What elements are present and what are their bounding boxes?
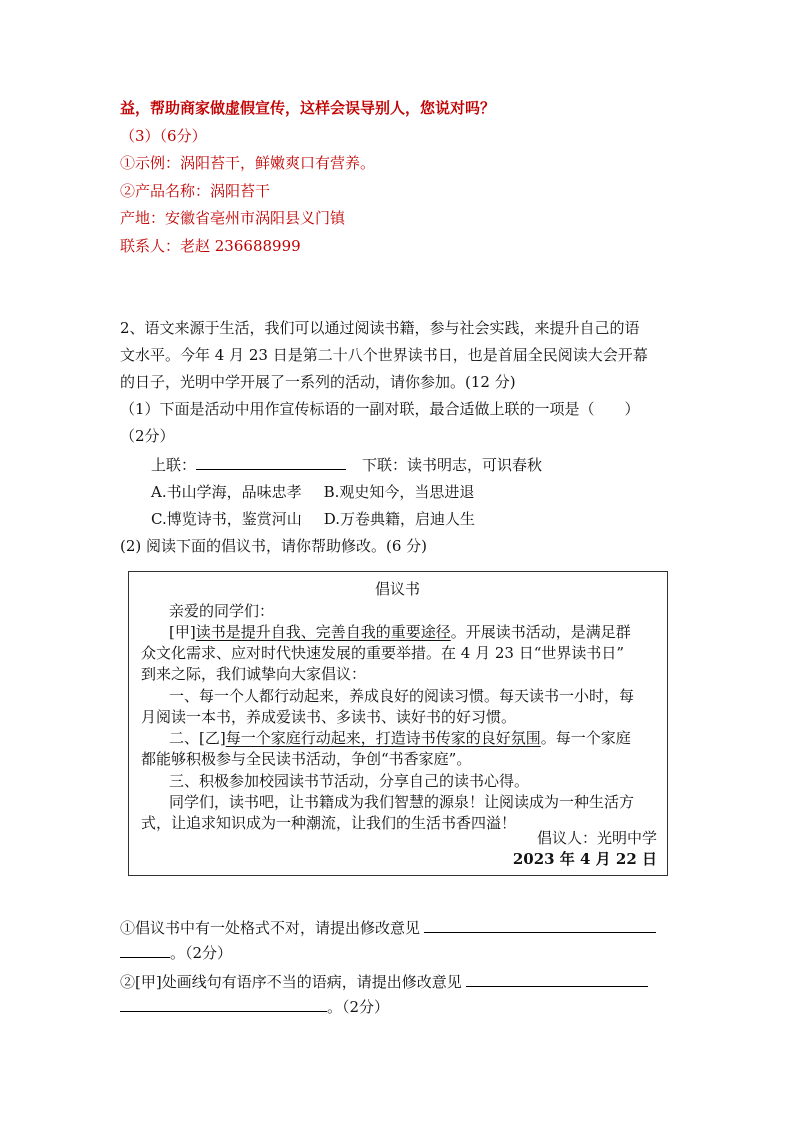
couplet-row [151,455,542,475]
question-1-row-2 [120,943,232,963]
proposal-letter-box [128,571,668,876]
question-2-tail: 。（2分） [327,998,390,1016]
question-1-row [120,918,656,938]
question-2-row [120,972,648,992]
q2-sub1-line-1: （1）下面是活动中用作宣传标语的一副对联，最合适做上联的一项是（ ） [120,400,640,418]
letter-paragraph-5-line-2: 式，让追求知识成为一种潮流，让我们的生活书香四溢！ [141,814,517,832]
question-1-blank[interactable] [424,918,656,933]
answer-part-3: （3）（6分） [120,127,207,145]
letter-paragraph-1-line-1 [169,622,631,642]
p1-rest: 。开展读书活动，是满足群 [450,623,631,641]
letter-paragraph-1-line-2: 众文化需求、应对时代快速发展的重要举措。在 4 月 23 日“世界读书日” [141,644,625,662]
answer-example: ①示例：涡阳苔干，鲜嫩爽口有营养。 [120,154,376,172]
jia-underlined-sentence: 读书是提升自我、完善自我的重要途径 [195,623,451,641]
upper-couplet-label: 上联： [151,456,197,474]
letter-paragraph-1-line-3: 到来之际，我们诚挚向大家倡议： [141,665,367,683]
option-b: B.观史知今，当思进退 [323,483,475,501]
question-2-blank[interactable] [466,972,648,987]
upper-couplet-blank[interactable] [196,455,346,470]
question-1-text: ①倡议书中有一处格式不对，请提出修改意见 [120,919,421,937]
options-row-2 [151,509,475,529]
letter-title: 倡议书 [375,580,421,598]
q2-sub2: (2) 阅读下面的倡议书，请你帮助修改。(6 分) [120,537,428,555]
question-1-tail: 。（2分） [170,944,233,962]
letter-paragraph-5-line-1: 同学们，读书吧，让书籍成为我们智慧的源泉！让阅读成为一种生活方 [169,793,635,811]
letter-paragraph-4: 三、积极参加校园读书节活动，分享自己的读书心得。 [169,772,530,790]
letter-paragraph-3-line-2: 都能够积极参与全民读书活动，争创“书香家庭”。 [141,750,472,768]
letter-paragraph-2-line-2: 月阅读一本书，养成爱读书、多读书、读好书的好习惯。 [141,708,517,726]
letter-signer: 倡议人：光明中学 [536,829,657,847]
question-2-blank-cont[interactable] [120,997,327,1012]
question-1-blank-cont[interactable] [120,943,170,958]
q2-intro-line-1: 2、语文来源于生活，我们可以通过阅读书籍，参与社会实践，来提升自己的语 [120,319,640,337]
yi-underlined-sentence: 每一个家庭行动起来，打造诗书传家的良好氛围 [225,729,541,747]
answer-origin: 产地：安徽省亳州市涡阳县义门镇 [120,209,346,227]
question-2-text: ②[甲]处画线句有语序不当的语病，请提出修改意见 [120,973,462,991]
letter-paragraph-3-line-1 [169,728,631,748]
letter-paragraph-2-line-1: 一、每一个人都行动起来，养成良好的阅读习惯。每天读书一小时，每 [169,687,635,705]
answer-line-1: 益，帮助商家做虚假宣传，这样会误导别人，您说对吗？ [120,99,496,117]
options-row-1 [151,482,474,502]
q2-intro-line-3: 的日子，光明中学开展了一系列的活动，请你参加。(12 分) [120,373,516,391]
lower-couplet: 下联：读书明志，可识春秋 [362,456,543,474]
q2-sub1-line-2: （2分） [120,427,175,445]
letter-date: 2023 年 4 月 22 日 [512,850,657,868]
yi-mark: 二、[乙] [169,729,226,747]
question-2-row-2 [120,997,389,1017]
jia-mark: [甲] [169,623,196,641]
option-d: D.万卷典籍，启迪人生 [323,510,475,528]
p3-rest: 。每一个家庭 [540,729,631,747]
answer-contact: 联系人：老赵 236688999 [120,237,301,255]
option-c: C.博览诗书，鉴赏河山 [151,510,302,528]
answer-product-name: ②产品名称：涡阳苔干 [120,182,271,200]
q2-intro-line-2: 文水平。今年 4 月 23 日是第二十八个世界读书日，也是首届全民阅读大会开幕 [120,346,648,364]
option-a: A.书山学海，品味忠孝 [151,483,302,501]
letter-salutation: 亲爱的同学们： [169,602,275,620]
